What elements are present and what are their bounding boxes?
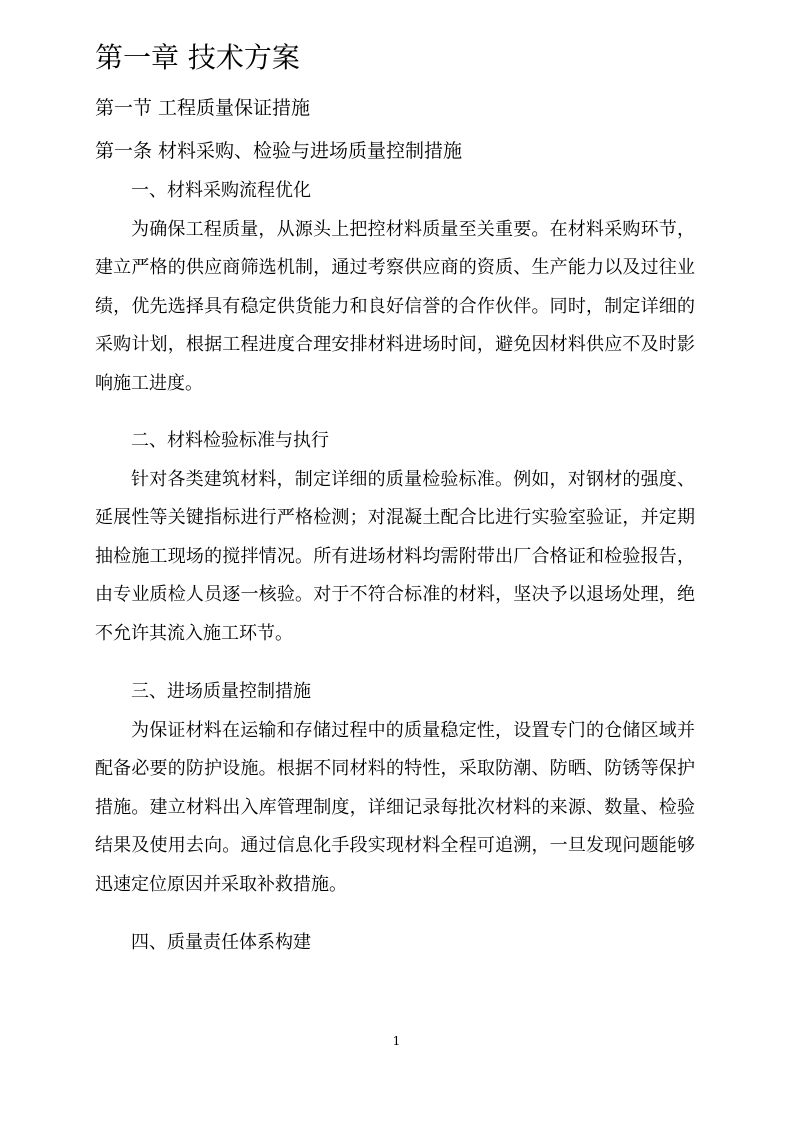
subsection-heading-2: 二、材料检验标准与执行 [131,430,329,451]
chapter-title: 第一章 技术方案 [95,41,300,74]
document-body-4 [95,924,695,963]
subsection-heading-3: 三、进场质量控制措施 [131,681,311,702]
section-title: 第一节 工程质量保证措施 [95,97,311,119]
subsection-heading-4: 四、质量责任体系构建 [131,932,311,953]
document-body [95,172,695,403]
subsection-paragraph-3: 为保证材料在运输和存储过程中的质量稳定性，设置专门的仓储区域并配备必要的防护设施。根据不同材料的特性，采取防潮、防晒、防锈等保护措施。建立材料出入库管理制度，详细记录每批次材料的来源、数量、检验结果及使用去向。通过信息化手段实现材料全程可追溯，一旦发现问题能够迅速定位原因并采取补救措施。 [95,719,695,895]
subsection-paragraph-1: 为确保工程质量，从源头上把控材料质量至关重要。在材料采购环节，建立严格的供应商筛选机制，通过考察供应商的资质、生产能力以及过往业绩，优先选择具有稳定供货能力和良好信誉的合作伙伴。同时，制定详细的采购计划，根据工程进度合理安排材料进场时间，避免因材料供应不及时影响施工进度。 [95,218,695,394]
document-body-3 [95,673,695,904]
page-number: 1 [392,1034,401,1048]
document-body-2 [95,422,695,653]
subsection-paragraph-2: 针对各类建筑材料，制定详细的质量检验标准。例如，对钢材的强度、延展性等关键指标进行严格检测；对混凝土配合比进行实验室验证，并定期抽检施工现场的搅拌情况。所有进场材料均需附带出厂合格证和检验报告，由专业质检人员逐一核验。对于不符合标准的材料，坚决予以退场处理，绝不允许其流入施工环节。 [95,468,695,644]
subsection-heading-1: 一、材料采购流程优化 [131,180,311,201]
article-title: 第一条 材料采购、检验与进场质量控制措施 [95,140,463,162]
